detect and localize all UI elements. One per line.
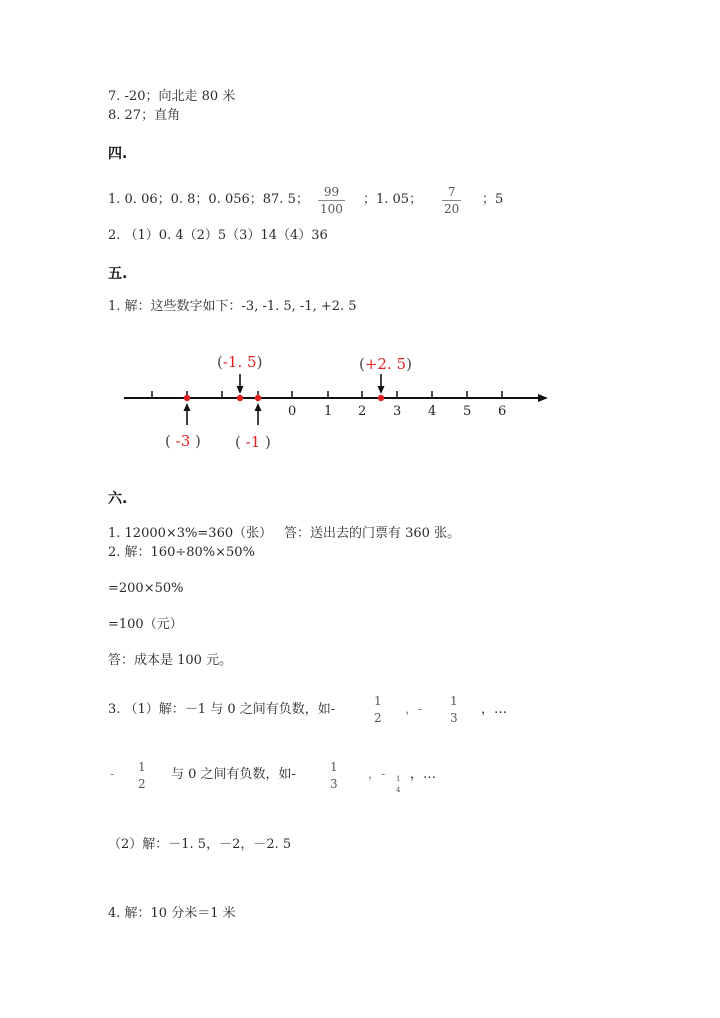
s6-answer-2-step1: =200×50% <box>108 581 184 596</box>
s5-answer-1: 1. 解：这些数字如下：-3, -1. 5, -1, +2. 5 <box>108 299 357 314</box>
s6-answer-3-part1-prefix: 3. （1）解：－1 与 0 之间有负数，如- <box>108 702 336 717</box>
s6-answer-1: 1. 12000×3%=360（张） <box>108 526 273 541</box>
fraction-99-100 <box>318 185 345 216</box>
s4-answer-1-suffix: ；5 <box>482 192 504 207</box>
tick-label-6: 6 <box>498 404 507 419</box>
fraction-numerator: 7 <box>447 185 456 199</box>
fraction-denominator: 20 <box>444 202 460 216</box>
tick-label-5: 5 <box>463 404 472 419</box>
s6-answer-2-conclusion: 答：成本是 100 元。 <box>108 653 233 668</box>
fraction-bar <box>448 709 460 710</box>
fraction-1-2 <box>136 760 148 791</box>
tick-label-0: 0 <box>288 404 297 419</box>
fraction-bar <box>328 775 340 776</box>
fraction-bar <box>442 200 461 201</box>
s6-answer-3-line2-mid: 与 0 之间有负数，如- <box>171 767 296 782</box>
s4-answer-1-mid: ；1. 05； <box>363 192 423 207</box>
fraction-numerator: 99 <box>323 185 340 199</box>
point-plus-2-5 <box>378 395 384 401</box>
section-heading-5: 五. <box>108 266 128 282</box>
s6-answer-1-conclusion: 答：送出去的门票有 360 张。 <box>284 526 461 541</box>
s6-answer-4: 4. 解：10 分米＝1 米 <box>108 906 236 921</box>
fraction-bar <box>372 709 384 710</box>
label-minus-1: ( -1 ) <box>235 433 271 451</box>
point-minus-1 <box>255 395 261 401</box>
label-plus-2-5: (+2. 5) <box>359 355 412 373</box>
s6-answer-3-line2-sep: ，- <box>368 767 386 782</box>
tick-label-2: 2 <box>358 404 367 419</box>
fraction-bar <box>318 200 345 201</box>
fraction-numerator: 1 <box>374 694 382 708</box>
fraction-1-3 <box>328 760 340 791</box>
fraction-denominator: 3 <box>450 711 458 725</box>
tick-label-1: 1 <box>324 404 333 419</box>
fraction-denominator: 2 <box>374 711 382 725</box>
s4-answer-1-prefix: 1. 0. 06；0. 8；0. 056；87. 5； <box>108 192 309 207</box>
tick-label-3: 3 <box>393 404 402 419</box>
s6-answer-2-step2: =100（元） <box>108 617 183 632</box>
tick-label-4: 4 <box>428 404 437 419</box>
answer-7: 7. -20；向北走 80 米 <box>108 89 236 104</box>
section-heading-4: 四. <box>108 146 128 162</box>
fraction-numerator: 1 <box>396 775 401 783</box>
label-minus-1-5: (-1. 5) <box>217 353 263 371</box>
s6-answer-3-line2-prefix: - <box>110 767 115 782</box>
fraction-1-2 <box>372 694 384 725</box>
fraction-1-4 <box>394 775 402 794</box>
fraction-numerator: 1 <box>330 760 338 774</box>
label-minus-3: ( -3 ) <box>165 432 201 450</box>
fraction-bar <box>136 775 148 776</box>
section-heading-6: 六. <box>108 491 128 507</box>
s6-answer-3-line2-suffix: ，… <box>410 767 437 782</box>
s6-answer-3-part1-sep: ，- <box>405 702 423 717</box>
answer-8: 8. 27；直角 <box>108 108 181 123</box>
s6-answer-2: 2. 解：160÷80%×50% <box>108 545 255 560</box>
fraction-denominator: 3 <box>330 777 338 791</box>
point-minus-1-5 <box>237 395 243 401</box>
s4-answer-2: 2. （1）0. 4（2）5（3）14（4）36 <box>108 228 328 243</box>
fraction-denominator: 2 <box>138 777 146 791</box>
fraction-denominator: 100 <box>320 202 343 216</box>
fraction-numerator: 1 <box>450 694 458 708</box>
s6-answer-3-part2: （2）解：－1. 5，－2，－2. 5 <box>108 837 292 852</box>
s6-answer-3-part1-suffix: ，… <box>481 702 508 717</box>
arrow-head-icon <box>538 394 548 402</box>
fraction-denominator: 4 <box>396 786 401 794</box>
fraction-numerator: 1 <box>138 760 146 774</box>
fraction-7-20 <box>442 185 461 216</box>
fraction-1-3 <box>448 694 460 725</box>
point-minus-3 <box>184 395 190 401</box>
fraction-bar <box>394 784 402 785</box>
